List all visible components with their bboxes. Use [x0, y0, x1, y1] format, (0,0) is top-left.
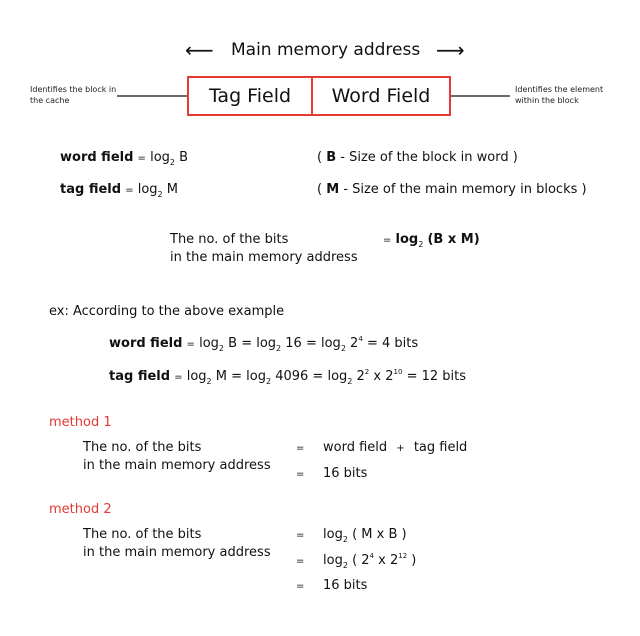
log-base: 2 — [342, 535, 348, 544]
method1-eq2: = — [296, 469, 305, 480]
log-base: 2 — [218, 344, 224, 353]
bits-rhs: (B x M) — [427, 232, 480, 247]
left-note: Identifies the block in the cache — [30, 85, 117, 105]
plus: + — [396, 443, 405, 454]
log-base: 2 — [340, 344, 346, 353]
word-field-formula — [60, 150, 188, 165]
log: log — [186, 369, 207, 384]
var-m: M — [166, 182, 178, 197]
log-base: 2 — [169, 158, 175, 167]
method1-line1: The no. of the bits — [83, 440, 202, 455]
word-field-name: word field — [60, 150, 134, 165]
calc-p3: = 4 bits — [366, 336, 419, 351]
log-base: 2 — [276, 344, 282, 353]
log: log — [395, 232, 419, 247]
bits-line-1: The no. of the bits — [170, 232, 289, 247]
exponent-1: 2 — [364, 368, 370, 376]
desc-rest: - Size of the main memory in blocks ) — [339, 182, 587, 197]
method2-rhs3: 16 bits — [323, 578, 368, 593]
right-arrow — [442, 92, 510, 100]
eq: = — [174, 372, 183, 383]
example-intro: ex: According to the above example — [49, 304, 285, 319]
rhs-word-field: word field — [323, 440, 388, 455]
header-arrow-left: ⟵ — [185, 38, 214, 62]
rhs1: ( M x B ) — [352, 527, 407, 542]
method2-title: method 2 — [49, 502, 112, 517]
eq: = — [383, 235, 392, 246]
times: x 2 — [374, 553, 399, 568]
log-base: 2 — [418, 240, 424, 249]
exponent-2: 12 — [398, 552, 408, 560]
eq: = — [186, 339, 195, 350]
diagram-title: Main memory address — [231, 40, 421, 60]
log: log — [323, 527, 343, 542]
example-word-calc — [109, 336, 418, 351]
calc-p1: B = log — [228, 336, 277, 351]
times: x 2 — [373, 369, 394, 384]
bits-line-2: in the main memory address — [170, 250, 358, 265]
eq: = — [125, 185, 134, 196]
log: log — [150, 150, 170, 165]
word-field-label: Word Field — [331, 85, 431, 107]
log: log — [137, 182, 158, 197]
exponent: 4 — [358, 335, 363, 343]
rhs-tag-field: tag field — [413, 440, 468, 455]
left-arrow — [117, 92, 197, 100]
eq: = — [137, 153, 146, 164]
method2-rhs2 — [323, 553, 416, 568]
rhs2-close: ) — [407, 553, 417, 568]
log-base: 2 — [347, 377, 353, 386]
tag-field-formula — [60, 182, 178, 197]
calc-p1: M = log — [215, 369, 266, 384]
method2-eq1: = — [296, 530, 305, 541]
word-field-desc — [317, 150, 518, 165]
method1-title: method 1 — [49, 415, 112, 430]
calc-p3: = 12 bits — [406, 369, 467, 384]
method1-rhs1 — [323, 440, 467, 455]
tag-field-name: tag field — [60, 182, 122, 197]
exp-base: 2 — [350, 336, 359, 351]
method1-rhs2: 16 bits — [323, 466, 368, 481]
calc-p2: 4096 = log — [275, 369, 348, 384]
log-base: 2 — [157, 190, 163, 199]
method1-line2: in the main memory address — [83, 458, 271, 473]
method1-eq1: = — [296, 443, 305, 454]
header-arrow-right: ⟶ — [436, 38, 465, 62]
rhs2-open: ( 2 — [352, 553, 370, 568]
desc-open: ( — [317, 182, 323, 197]
method2-eq2: = — [296, 556, 305, 567]
desc-m: M — [326, 182, 340, 197]
method2-eq3: = — [296, 581, 305, 592]
example-tag-calc — [109, 369, 466, 384]
log: log — [199, 336, 219, 351]
method2-rhs1 — [323, 527, 407, 542]
desc-b: B — [326, 150, 337, 165]
word-field-name: word field — [109, 336, 183, 351]
tag-field-name: tag field — [109, 369, 171, 384]
word-field-box — [311, 76, 451, 116]
desc-rest: - Size of the block in word ) — [336, 150, 518, 165]
tag-field-label: Tag Field — [208, 85, 292, 107]
log-base: 2 — [342, 561, 348, 570]
arrows-svg — [0, 0, 640, 140]
exponent-2: 10 — [393, 368, 403, 376]
log-base: 2 — [206, 377, 212, 386]
tag-field-box — [187, 76, 313, 116]
calc-p2: 16 = log — [285, 336, 341, 351]
var-b: B — [179, 150, 189, 165]
right-note: Identifies the element within the block — [515, 85, 604, 105]
bits-result — [383, 232, 480, 247]
exp-base: 2 — [356, 369, 365, 384]
method2-line2: in the main memory address — [83, 545, 271, 560]
log: log — [323, 553, 343, 568]
log-base: 2 — [265, 377, 272, 386]
desc-open: ( — [317, 150, 323, 165]
tag-field-desc — [317, 182, 587, 197]
method2-line1: The no. of the bits — [83, 527, 202, 542]
exponent-1: 4 — [369, 552, 375, 560]
